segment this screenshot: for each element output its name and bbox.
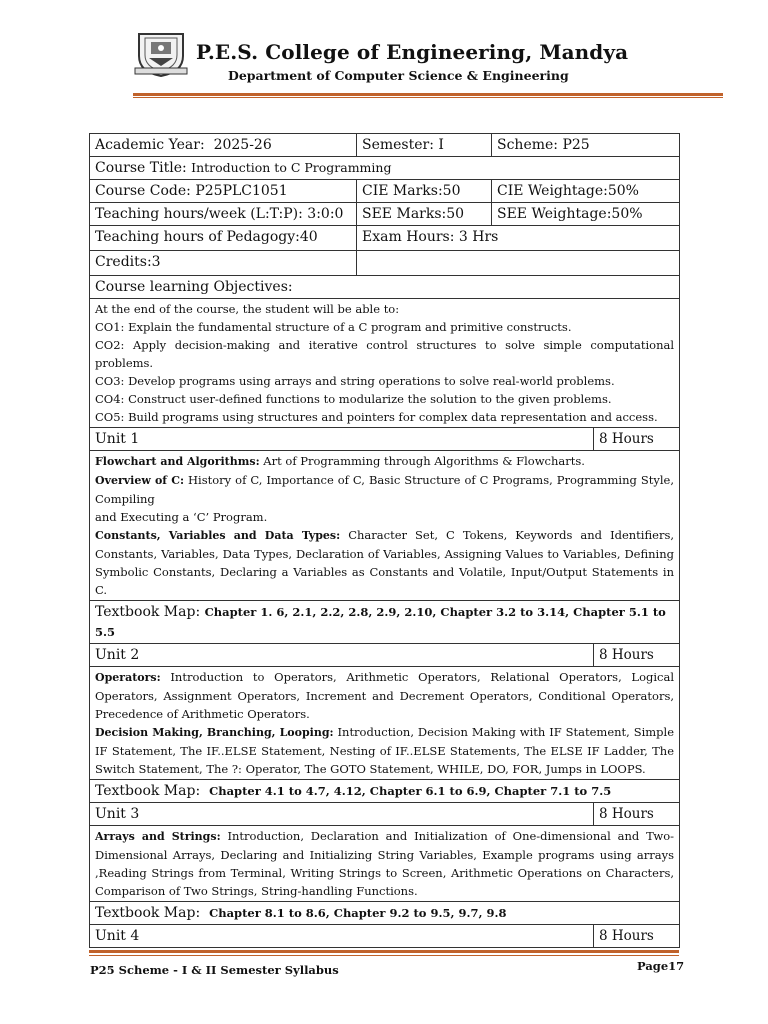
objective-item: CO3: Develop programs using arrays and string operations to solve real-world problems. [95,374,615,388]
unit-2-textbook: Textbook Map: Chapter 4.1 to 4.7, 4.12, Chapter 6.1 to 6.9, Chapter 7.1 to 7.5 [90,780,680,803]
cie-marks-cell: CIE Marks:50 [357,180,492,203]
objective-item: CO4: Construct user-defined functions to modularize the solution to the given problems. [95,392,612,406]
exam-hours-cell: Exam Hours: 3 Hrs [357,226,680,251]
unit-2-topic: Operators: Introduction to Operators, Arithmetic Operators, Relational Operators, Logical Operators, Assignment Operators, Increment and Decrement Operators, Conditional Operators, Precedence of Arithmetic Operators. [95,670,675,721]
objectives-body [90,299,680,428]
pedagogy-cell: Teaching hours of Pedagogy:40 [90,226,357,251]
department-name: Department of Computer Science & Engineering [228,68,569,83]
unit-1-topic: Constants, Variables and Data Types: Character Set, C Tokens, Keywords and Identifiers, Constants, Variables, Data Types, Declaration of Variables, Assigning Values to Variables, Defining Symbolic Constants, Declaring a Variables as Constants and Volatile, Input/Output Statements in C. [95,528,675,597]
unit-3-content [90,826,680,902]
unit-2-label: Unit 2 [90,644,594,667]
unit-1-topic: Flowchart and Algorithms: Art of Programming through Algorithms & Flowcharts. [95,454,585,468]
unit-2-topic: Decision Making, Branching, Looping: Introduction, Decision Making with IF Statement, Simple IF Statement, The IF..ELSE Statement, Nesting of IF..ELSE Statements, The ELSE IF Ladder, The Switch Statement, The ?: Operator, The GOTO Statement, WHILE, DO, FOR, Jumps in LOOPS. [95,725,675,776]
footer-rule-thin [89,955,679,956]
objectives-intro: At the end of the course, the student will be able to: [95,302,400,316]
college-name: P.E.S. College of Engineering, Mandya [196,40,629,64]
footer-rule [89,950,679,953]
cie-weightage-cell: CIE Weightage:50% [492,180,680,203]
unit-3-textbook: Textbook Map: Chapter 8.1 to 8.6, Chapter 9.2 to 9.5, 9.7, 9.8 [90,902,680,925]
empty-cell [357,251,680,276]
objective-item: CO5: Build programs using structures and pointers for complex data representation and access. [95,410,658,424]
academic-year-cell: Academic Year: 2025-26 [90,134,357,157]
objectives-heading: Course learning Objectives: [90,276,680,299]
unit-2-hours: 8 Hours [594,644,680,667]
objective-item: CO1: Explain the fundamental structure of a C program and primitive constructs. [95,320,572,334]
course-code-cell: Course Code: P25PLC1051 [90,180,357,203]
unit-3-topic: Arrays and Strings: Introduction, Declaration and Initialization of One-dimensional and Two-Dimensional Arrays, Declaring and Initializing String Variables, Example programs using arrays ,Reading Strings from Terminal, Writing Strings to Screen, Arithmetic Operations on Characters, Comparison of Two Strings, String-handling Functions. [95,829,675,898]
unit-1-textbook: Textbook Map: Chapter 1. 6, 2.1, 2.2, 2.8, 2.9, 2.10, Chapter 3.2 to 3.14, Chapter 5.1 to 5.5 [90,601,680,644]
unit-1-topic: Overview of C: History of C, Importance of C, Basic Structure of C Programs, Programming Style, Compiling and Executing a ‘C’ Program. [95,473,675,524]
header-rule-thin [133,97,723,98]
unit-1-hours: 8 Hours [594,428,680,451]
unit-3-label: Unit 3 [90,803,594,826]
unit-1-label: Unit 1 [90,428,594,451]
see-marks-cell: SEE Marks:50 [357,203,492,226]
page-header [0,0,768,100]
college-crest-icon [133,28,189,78]
footer-scheme: P25 Scheme - I & II Semester Syllabus [90,963,339,977]
unit-4-hours: 8 Hours [594,925,680,948]
unit-4-label: Unit 4 [90,925,594,948]
syllabus-table [89,133,680,948]
header-rule [133,93,723,96]
see-weightage-cell: SEE Weightage:50% [492,203,680,226]
credits-cell: Credits:3 [90,251,357,276]
course-title-cell: Course Title: Introduction to C Programming [90,157,680,180]
page-number: Page17 [637,959,685,973]
unit-1-content [90,451,680,601]
unit-3-hours: 8 Hours [594,803,680,826]
objective-item: CO2: Apply decision-making and iterative control structures to solve simple computational problems. [95,338,675,370]
unit-2-content [90,667,680,780]
scheme-cell: Scheme: P25 [492,134,680,157]
semester-cell: Semester: I [357,134,492,157]
teaching-hours-cell: Teaching hours/week (L:T:P): 3:0:0 [90,203,357,226]
